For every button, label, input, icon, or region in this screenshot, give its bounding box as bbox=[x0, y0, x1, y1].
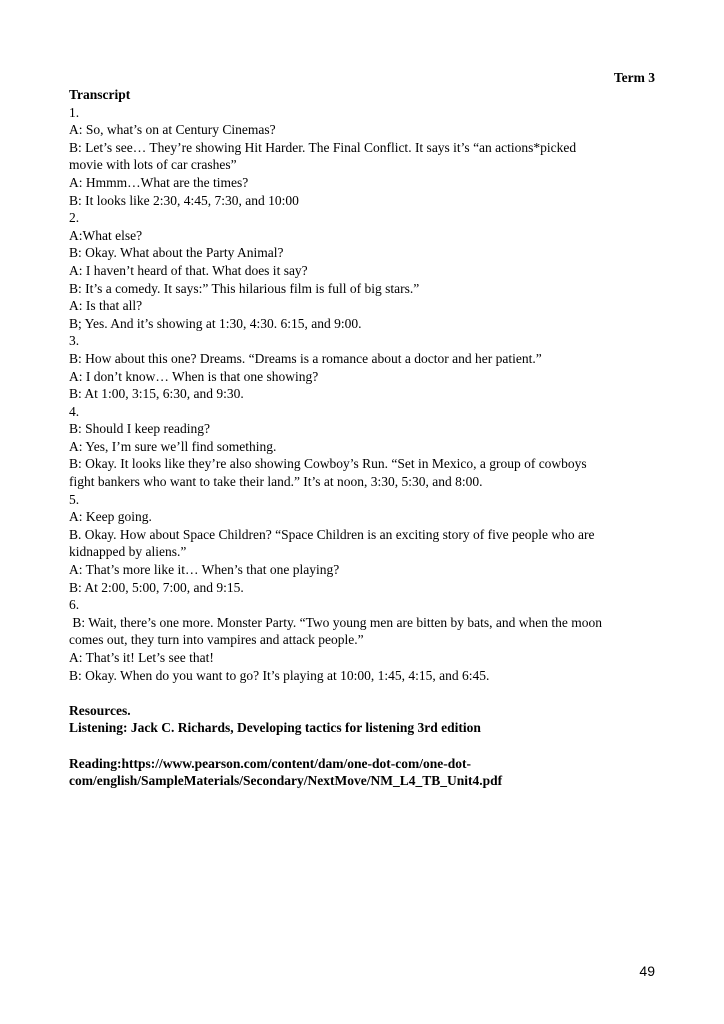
transcript-line: A: So, what’s on at Century Cinemas? bbox=[69, 122, 276, 138]
transcript-line: A: That’s it! Let’s see that! bbox=[69, 650, 214, 665]
transcript-line: B: Should I keep reading? bbox=[69, 421, 210, 437]
transcript-line: B. Okay. How about Space Children? “Space Children is an exciting story of five people who are bbox=[69, 526, 595, 542]
resources-section bbox=[69, 702, 669, 790]
transcript-line: B: Okay. What about the Party Animal? bbox=[69, 245, 284, 261]
transcript-line: A: Hmmm…What are the times? bbox=[69, 174, 249, 190]
reading-resource-line-1: Reading:https://www.pearson.com/content/dam/one-dot-com/one-dot- bbox=[69, 755, 471, 771]
transcript-line: A: Keep going. bbox=[69, 509, 152, 525]
transcript-line: B: Wait, there’s one more. Monster Party. “Two young men are bitten by bats, and when the moon bbox=[69, 614, 602, 630]
document-body bbox=[69, 86, 669, 790]
reading-resource-line-2: com/english/SampleMaterials/Secondary/NextMove/NM_L4_TB_Unit4.pdf bbox=[69, 773, 503, 789]
listening-resource: Listening: Jack C. Richards, Developing tactics for listening 3rd edition bbox=[69, 720, 481, 736]
transcript-line: movie with lots of car crashes” bbox=[69, 157, 237, 173]
page-number: 49 bbox=[639, 963, 655, 979]
transcript-line: 4. bbox=[69, 403, 80, 419]
transcript-line: 1. bbox=[69, 104, 80, 120]
transcript-lines bbox=[69, 104, 669, 685]
term-label: Term 3 bbox=[613, 70, 655, 85]
transcript-line: 3. bbox=[69, 333, 80, 349]
transcript-line: 2. bbox=[69, 210, 80, 226]
transcript-line: B: At 2:00, 5:00, 7:00, and 9:15. bbox=[69, 579, 244, 595]
transcript-line: B: It looks like 2:30, 4:45, 7:30, and 10:00 bbox=[69, 192, 299, 208]
resources-heading: Resources. bbox=[69, 702, 131, 718]
transcript-line: 6. bbox=[69, 597, 80, 613]
transcript-line: A: Yes, I’m sure we’ll find something. bbox=[69, 438, 277, 454]
transcript-line: A: I haven’t heard of that. What does it say? bbox=[69, 262, 308, 278]
transcript-heading: Transcript bbox=[69, 87, 131, 102]
transcript-line: B: Let’s see… They’re showing Hit Harder. The Final Conflict. It says it’s “an actions*picked bbox=[69, 139, 577, 155]
transcript-line: A: That’s more like it… When’s that one playing? bbox=[69, 562, 340, 578]
transcript-line: fight bankers who want to take their land.” It’s at noon, 3:30, 5:30, and 8:00. bbox=[69, 474, 483, 490]
transcript-line: A:What else? bbox=[69, 227, 143, 243]
transcript-line: comes out, they turn into vampires and attack people.” bbox=[69, 632, 364, 648]
transcript-line: B: How about this one? Dreams. “Dreams is a romance about a doctor and her patient.” bbox=[69, 350, 542, 366]
transcript-line: kidnapped by aliens.” bbox=[69, 544, 187, 560]
transcript-line: 5. bbox=[69, 491, 80, 507]
transcript-line: A: I don’t know… When is that one showing? bbox=[69, 368, 319, 384]
transcript-line: B; Yes. And it’s showing at 1:30, 4:30. 6:15, and 9:00. bbox=[69, 315, 362, 331]
spacer bbox=[69, 737, 669, 755]
transcript-line: A: Is that all? bbox=[69, 298, 143, 314]
transcript-line: B: At 1:00, 3:15, 6:30, and 9:30. bbox=[69, 386, 244, 402]
transcript-line: B: Okay. When do you want to go? It’s playing at 10:00, 1:45, 4:15, and 6:45. bbox=[69, 667, 490, 683]
transcript-line: B: Okay. It looks like they’re also showing Cowboy’s Run. “Set in Mexico, a group of cowboys bbox=[69, 456, 587, 472]
transcript-line: B: It’s a comedy. It says:” This hilarious film is full of big stars.” bbox=[69, 280, 420, 296]
